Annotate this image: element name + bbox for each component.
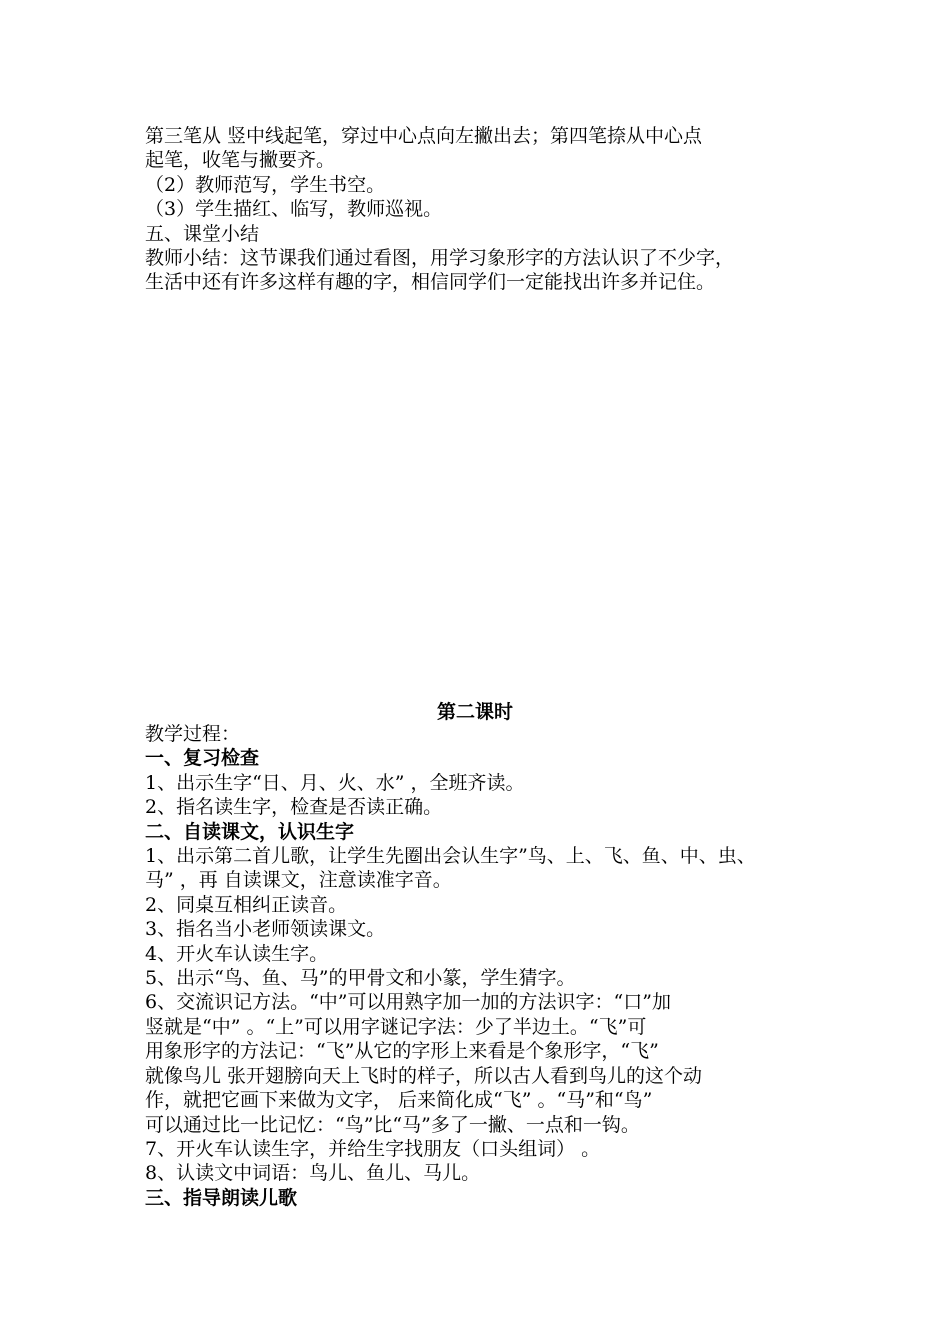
text-line: 教学过程： — [145, 723, 241, 745]
text-line: 3、指名当小老师领读课文。 — [145, 918, 386, 941]
section-heading: 五、课堂小结 — [145, 222, 260, 245]
section-heading: 二、自读课文，认识生字 — [145, 820, 355, 843]
text-line: 用象形字的方法记：“飞”从它的字形上来看是个象形字，“飞” — [145, 1040, 659, 1063]
text-line: 1、出示第二首儿歌，让学生先圈出会认生字”鸟、上、飞、鱼、中、虫、 — [145, 845, 756, 868]
text-line: 8、认读文中词语：鸟儿、鱼儿、马儿。 — [145, 1162, 481, 1185]
text-line: 教师小结：这节课我们通过看图，用学习象形字的方法认识了不少字， — [145, 247, 735, 270]
text-line: 起笔，收笔与撇要齐。 — [145, 149, 336, 172]
text-line: 生活中还有许多这样有趣的字，相信同学们一定能找出许多并记住。 — [145, 271, 716, 294]
text-line: （2）教师范写，学生书空。 — [145, 173, 386, 196]
lesson-title: 第二课时 — [436, 701, 513, 723]
text-line: 4、开火车认读生字。 — [145, 942, 329, 965]
section-heading: 三、指导朗读儿歌 — [145, 1186, 298, 1209]
text-line: 第三笔从 竖中线起笔，穿过中心点向左撇出去；第四笔捺从中心点 — [145, 125, 703, 147]
section-heading: 一、复习检查 — [145, 747, 260, 770]
text-line: 可以通过比一比记忆：“鸟”比“马”多了一撇、一点和一钩。 — [145, 1113, 640, 1136]
section-2-text — [145, 722, 825, 1210]
text-line: 7、开火车认读生字，并给生字找朋友（口头组词） 。 — [145, 1137, 601, 1160]
text-line: 马” ，再 自读课文，注意读准字音。 — [145, 869, 452, 892]
text-line: 1、出示生字“日、月、火、水” ，全班齐读。 — [145, 771, 525, 794]
text-line: 5、出示“鸟、鱼、马”的甲骨文和小篆，学生猜字。 — [145, 967, 576, 990]
section-1-text — [145, 124, 825, 295]
text-line: 2、同桌互相纠正读音。 — [145, 893, 348, 916]
text-line: 6、交流识记方法。“中”可以用熟字加一加的方法识字：“口”加 — [145, 991, 671, 1014]
text-line: 竖就是“中” 。“上”可以用字谜记字法：少了半边土。“飞”可 — [145, 1015, 647, 1038]
text-line: 就像鸟儿 张开翅膀向天上飞时的样子，所以古人看到鸟儿的这个动 — [145, 1064, 703, 1087]
text-line: （3）学生描红、临写，教师巡视。 — [145, 198, 443, 221]
text-line: 作，就把它画下来做为文字， 后来简化成“飞” 。“马”和“鸟” — [145, 1089, 653, 1112]
text-line: 2、指名读生字，检查是否读正确。 — [145, 796, 443, 819]
